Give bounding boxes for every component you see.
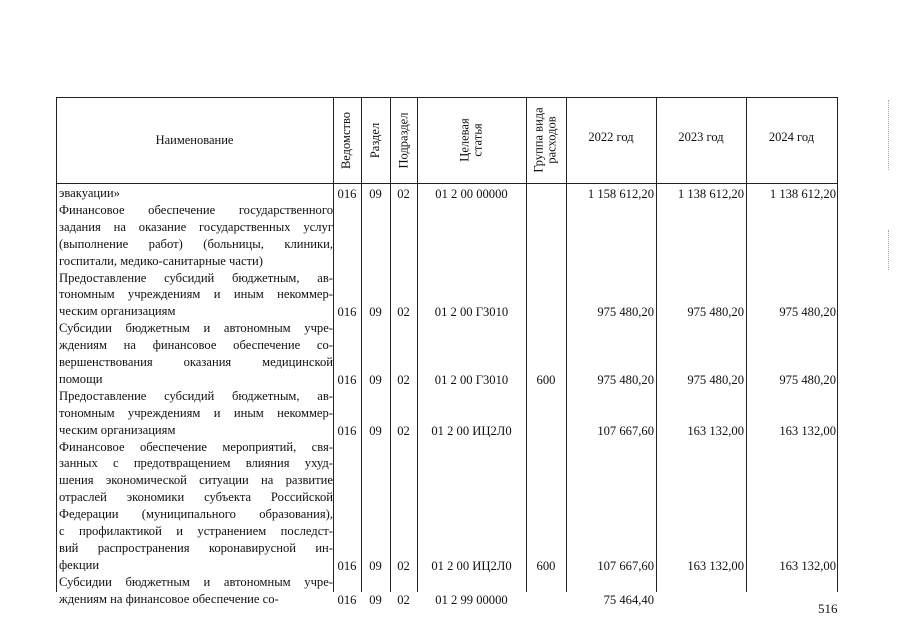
row-cell-celevaya: 01 2 00 Г3010 [434, 372, 509, 387]
row-name-line: вий распространения коронавирусной ин- [59, 540, 333, 555]
header-celevaya-line1: Целевая [457, 118, 472, 162]
header-celevaya-text [459, 118, 485, 161]
row-cell-y2024: 163 132,00 [779, 423, 836, 438]
page-number: 516 [818, 601, 838, 616]
row-cell-razdel: 09 [369, 423, 382, 438]
row-cell-y2023: 163 132,00 [687, 423, 744, 438]
row-name-line: эвакуации» [59, 186, 120, 200]
row-cell-gruppa: 600 [536, 372, 556, 387]
header-bottom-border [56, 183, 838, 184]
row-cell-gruppa: 600 [536, 558, 556, 573]
row-name-line: Предоставление субсидий бюджетным, ав- [59, 388, 333, 403]
col-border [837, 97, 838, 592]
header-2022-text: 2022 год [588, 129, 634, 144]
row-cell-ved: 016 [337, 592, 357, 607]
row-cell-celevaya: 01 2 00 00000 [435, 187, 508, 201]
header-name-text: Наименование [155, 132, 234, 147]
row-name-line: задания на оказание государственных услуг [59, 219, 333, 234]
header-2023-text: 2023 год [678, 129, 724, 144]
row-name-line: занных с предотвращением влияния ухуд- [59, 456, 333, 471]
row-cell-y2023: 975 480,20 [687, 372, 744, 387]
row-name-line: Субсидии бюджетным и автономным учре- [59, 321, 333, 336]
row-cell-y2023: 1 138 612,20 [677, 187, 744, 201]
row-name-line: отраслей экономики субъекта Российской [59, 490, 333, 505]
header-podrazdel [390, 97, 417, 183]
row-cell-podrazdel: 02 [397, 187, 410, 201]
row-name-line: Предоставление субсидий бюджетным, ав- [59, 270, 333, 285]
row-name-line: ждениям на финансовое обеспечение со- [59, 591, 279, 606]
header-2022 [566, 97, 656, 177]
row-name-line: ждениям на финансовое обеспечение со- [59, 338, 333, 353]
row-name-line: тономным учреждениям и иным некоммер- [59, 287, 333, 302]
header-razdel [361, 97, 390, 183]
row-name-line: Финансовое обеспечение государственного [59, 202, 333, 217]
row-cell-podrazdel: 02 [397, 558, 410, 573]
row-cell-y2024: 163 132,00 [779, 558, 836, 573]
header-gruppa-text [533, 107, 559, 172]
row-cell-y2022: 75 464,40 [603, 592, 654, 607]
row-cell-celevaya: 01 2 00 Г3010 [434, 305, 509, 320]
row-name-line: ческим организациям [59, 304, 176, 319]
row-cell-podrazdel: 02 [397, 592, 410, 607]
row-cell-razdel: 09 [369, 305, 382, 320]
header-celevaya [417, 97, 526, 183]
header-name [56, 97, 333, 183]
header-vedomstvo-text: Ведомство [339, 111, 354, 169]
header-celevaya-line2: статья [470, 123, 485, 157]
header-2024 [746, 97, 837, 177]
row-name-line: помощи [59, 371, 103, 386]
row-name-line: Федерации (муниципального образования), [59, 507, 333, 522]
row-cell-celevaya: 01 2 00 ИЦ2Л0 [431, 423, 512, 438]
row-cell-ved: 016 [337, 187, 357, 201]
header-podrazdel-text: Подраздел [396, 112, 410, 168]
row-name-line: тономным учреждениям и иным некоммер- [59, 405, 333, 420]
header-gruppa-line2: расходов [545, 116, 560, 164]
header-razdel-text: Раздел [368, 122, 383, 158]
row-name-line: фекции [59, 557, 100, 572]
row-cell-ved: 016 [337, 423, 357, 438]
row-name-line: Финансовое обеспечение мероприятий, свя- [59, 439, 333, 454]
row-cell-y2022: 107 667,60 [597, 423, 654, 438]
row-name-line: ческим организациям [59, 422, 176, 437]
header-2023 [656, 97, 746, 177]
header-vedomstvo [333, 97, 361, 183]
row-cell-podrazdel: 02 [397, 372, 410, 387]
row-name-line: с профилактикой и устранением последст- [59, 524, 333, 538]
row-cell-ved: 016 [337, 558, 357, 573]
row-name-line: (выполнение работ) (больницы, клиники, [59, 236, 333, 251]
row-name-line: Субсидии бюджетным и автономным учре- [59, 574, 333, 589]
scan-edge-mark [888, 100, 889, 170]
header-gruppa [526, 97, 566, 183]
row-cell-podrazdel: 02 [397, 423, 410, 438]
budget-table [56, 97, 838, 607]
row-name-line: шения экономической ситуации на развитие [59, 473, 333, 488]
row-cell-y2024: 975 480,20 [779, 305, 836, 320]
row-cell-y2022: 975 480,20 [597, 372, 654, 387]
row-cell-razdel: 09 [369, 187, 382, 201]
row-cell-razdel: 09 [369, 592, 382, 607]
row-cell-razdel: 09 [369, 558, 382, 573]
row-name-line: госпитали, медико-санитарные части) [59, 253, 263, 268]
row-cell-podrazdel: 02 [397, 305, 410, 320]
header-gruppa-line1: Группа вида [532, 107, 547, 173]
row-cell-y2022: 975 480,20 [597, 305, 654, 320]
row-cell-y2023: 163 132,00 [687, 558, 744, 573]
row-cell-y2023: 975 480,20 [687, 305, 744, 320]
row-cell-y2024: 1 138 612,20 [769, 187, 836, 201]
row-cell-y2022: 1 158 612,20 [587, 187, 654, 201]
row-cell-ved: 016 [337, 305, 357, 320]
header-2024-text: 2024 год [768, 129, 815, 144]
row-name-line: вершенствования оказания медицинской [59, 355, 333, 369]
row-cell-celevaya: 01 2 00 ИЦ2Л0 [431, 558, 512, 573]
row-cell-celevaya: 01 2 99 00000 [435, 592, 508, 607]
row-cell-y2022: 107 667,60 [597, 558, 654, 573]
row-cell-razdel: 09 [369, 372, 382, 387]
scan-edge-mark [888, 230, 889, 270]
row-cell-y2024: 975 480,20 [779, 372, 836, 387]
row-cell-ved: 016 [337, 372, 357, 387]
